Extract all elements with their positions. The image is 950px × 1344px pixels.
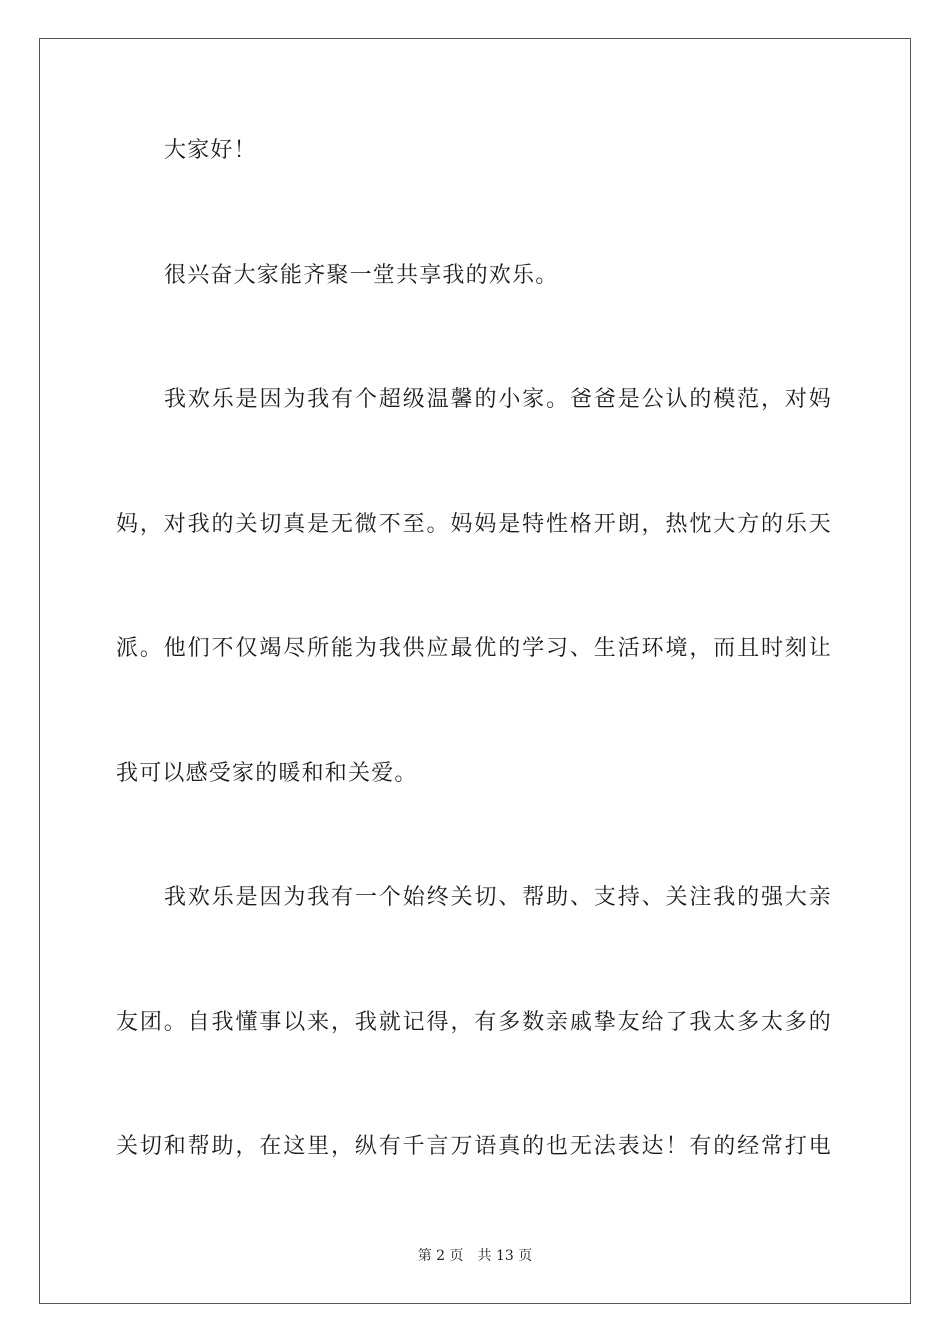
paragraph-line: 关切和帮助，在这里，纵有千言万语真的也无法表达！有的经常打电 xyxy=(116,1134,832,1159)
paragraph-line: 友团。自我懂事以来，我就记得，有多数亲戚挚友给了我太多太多的 xyxy=(116,1010,832,1035)
greeting-line: 大家好！ xyxy=(164,138,257,163)
page-footer xyxy=(0,1247,950,1265)
page-number: 第 2 页 xyxy=(417,1248,464,1264)
paragraph-line: 我可以感受家的暖和和关爱。 xyxy=(116,761,418,786)
page-border xyxy=(39,38,911,1304)
total-pages: 共 13 页 xyxy=(477,1248,533,1264)
paragraph-line: 我欢乐是因为我有一个始终关切、帮助、支持、关注我的强大亲 xyxy=(164,885,832,910)
paragraph-line: 我欢乐是因为我有个超级温馨的小家。爸爸是公认的模范，对妈 xyxy=(164,387,832,412)
paragraph-line: 妈，对我的关切真是无微不至。妈妈是特性格开朗，热忱大方的乐天 xyxy=(116,512,832,537)
paragraph-line: 派。他们不仅竭尽所能为我供应最优的学习、生活环境，而且时刻让 xyxy=(116,636,832,661)
paragraph-line: 很兴奋大家能齐聚一堂共享我的欢乐。 xyxy=(164,263,559,288)
